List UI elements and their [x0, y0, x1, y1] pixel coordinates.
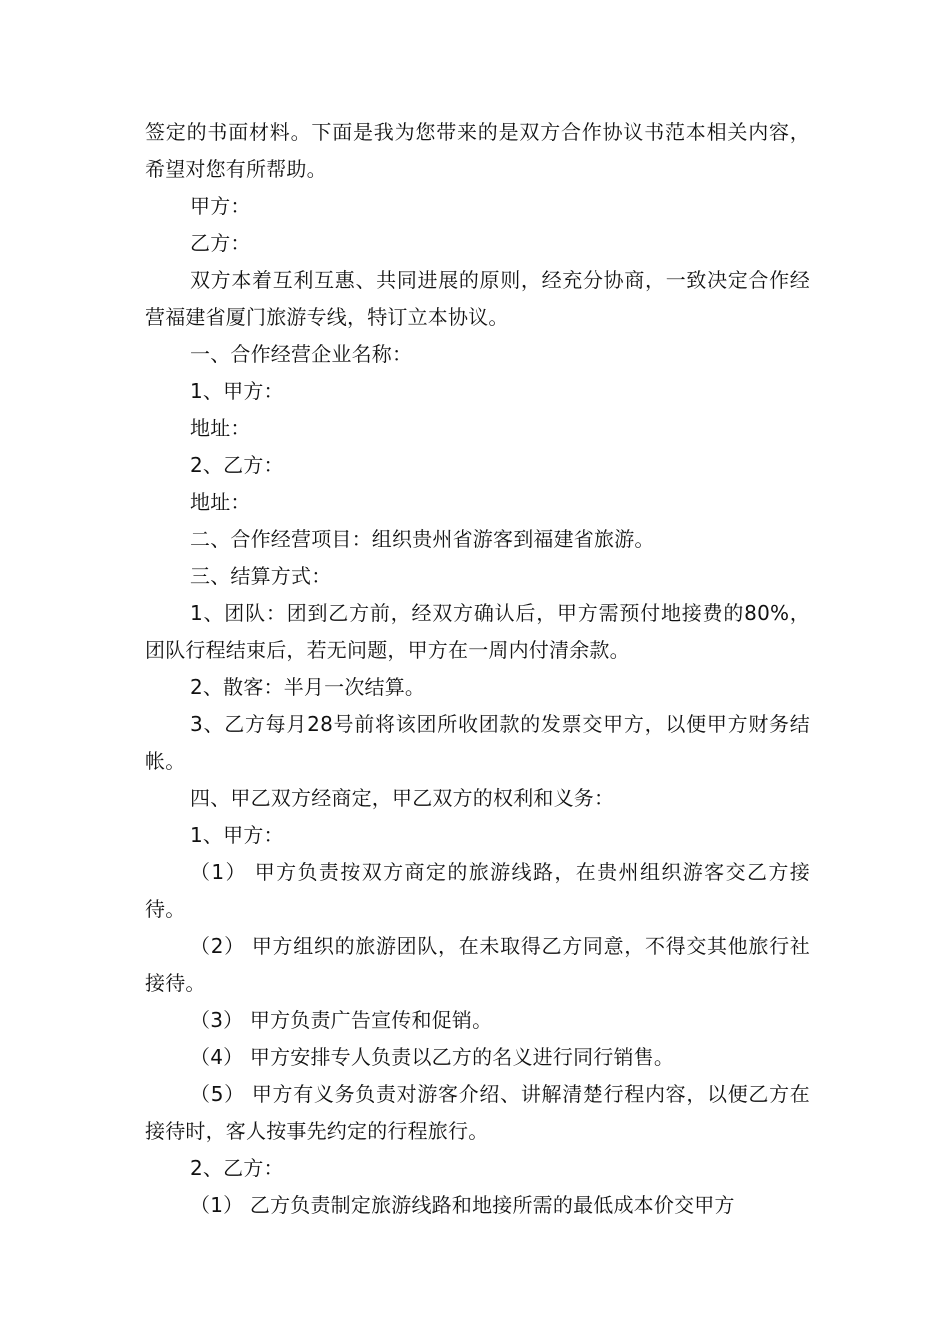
paragraph-party-b: 乙方：	[190, 231, 251, 255]
section-heading-2: 二、合作经营项目：组织贵州省游客到福建省旅游。	[190, 527, 655, 551]
sub-list-item: （1） 乙方负责制定旅游线路和地接所需的最低成本价交甲方	[190, 1193, 735, 1217]
paragraph-party-a: 甲方：	[190, 194, 251, 218]
paragraph-preamble: 双方本着互利互惠、共同进展的原则，经充分协商，一致决定合作经营福建省厦门旅游专线，特订立本协议。	[145, 268, 810, 329]
sub-list-item: （2） 甲方组织的旅游团队，在未取得乙方同意，不得交其他旅行社接待。	[145, 934, 810, 995]
paragraph-intro: 签定的书面材料。下面是我为您带来的是双方合作协议书范本相关内容，希望对您有所帮助。	[145, 120, 810, 181]
sub-list-item: （5） 甲方有义务负责对游客介绍、讲解清楚行程内容，以便乙方在接待时，客人按事先约定的行程旅行。	[145, 1082, 810, 1143]
document-body	[145, 114, 810, 1224]
sub-list-item: （4） 甲方安排专人负责以乙方的名义进行同行销售。	[190, 1045, 675, 1069]
list-item: 1、团队：团到乙方前，经双方确认后，甲方需预付地接费的80%，团队行程结束后，若无问题，甲方在一周内付清余款。	[145, 601, 810, 662]
list-item: 地址：	[190, 416, 251, 440]
section-heading-3: 三、结算方式：	[190, 564, 332, 588]
list-item: 1、甲方：	[190, 379, 284, 403]
list-item: 2、乙方：	[190, 1156, 284, 1180]
section-heading-1: 一、合作经营企业名称：	[190, 342, 413, 366]
list-item: 地址：	[190, 490, 251, 514]
sub-list-item: （1） 甲方负责按双方商定的旅游线路，在贵州组织游客交乙方接待。	[145, 860, 810, 921]
list-item: 1、甲方：	[190, 823, 284, 847]
section-heading-4: 四、甲乙双方经商定，甲乙双方的权利和义务：	[190, 786, 615, 810]
list-item: 2、乙方：	[190, 453, 284, 477]
list-item: 3、乙方每月28号前将该团所收团款的发票交甲方，以便甲方财务结帐。	[145, 712, 810, 773]
sub-list-item: （3） 甲方负责广告宣传和促销。	[190, 1008, 493, 1032]
list-item: 2、散客：半月一次结算。	[190, 675, 426, 699]
